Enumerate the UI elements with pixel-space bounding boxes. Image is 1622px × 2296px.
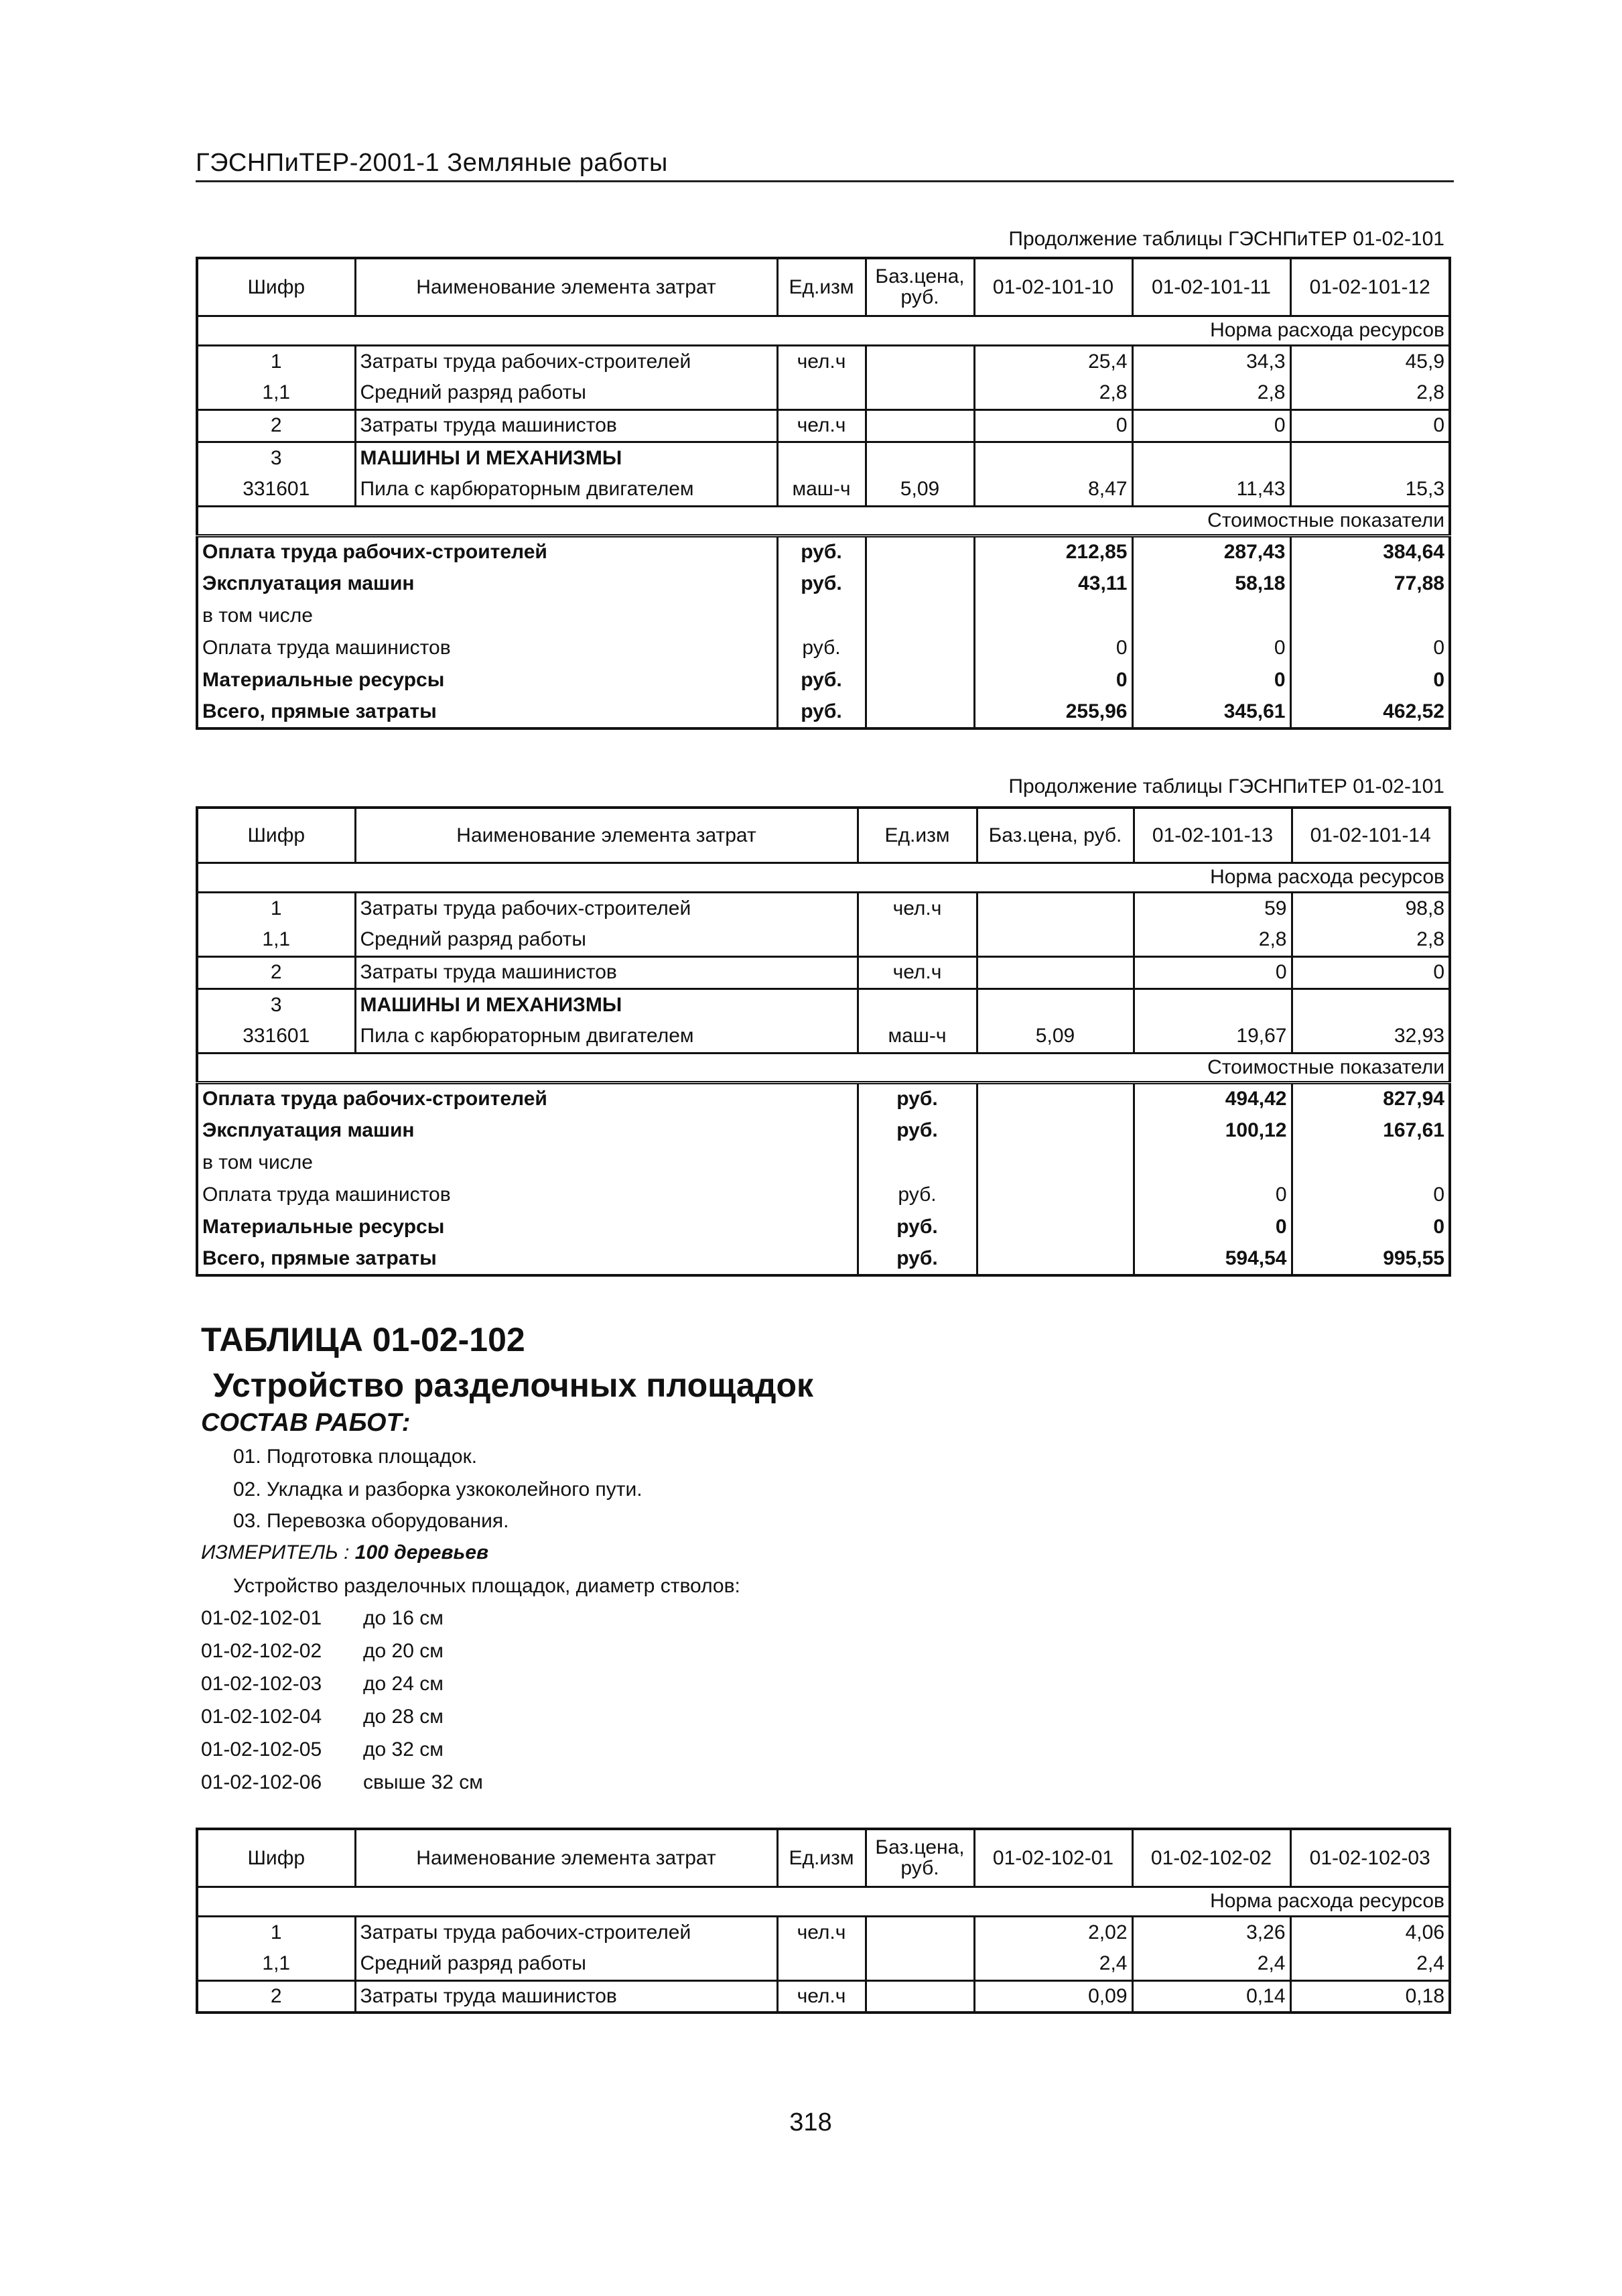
row-value: 2,4 — [1132, 1948, 1290, 1980]
list-item — [201, 1706, 444, 1728]
table-row — [197, 956, 1450, 988]
cost-name: Оплата труда рабочих-строителей — [202, 541, 547, 564]
item-text: до 20 см — [363, 1640, 444, 1662]
item-text: до 24 см — [363, 1673, 444, 1695]
row-unit: чел.ч — [777, 409, 866, 442]
item-code: 01-02-102-05 — [201, 1738, 322, 1761]
list-item — [201, 1738, 444, 1761]
row-code: 1,1 — [262, 381, 291, 404]
row-value: 0,14 — [1132, 1980, 1290, 2013]
cost-row — [197, 696, 1450, 728]
work-composition-label: СОСТАВ РАБОТ: — [201, 1409, 411, 1437]
row-price — [977, 956, 1134, 988]
work-item: 03. Перевозка оборудования. — [233, 1510, 509, 1532]
row-code: 1 — [270, 897, 282, 919]
cost-row — [197, 600, 1450, 632]
meter-line — [201, 1541, 488, 1564]
row-code: 3 — [197, 988, 355, 1021]
row-value: 45,9 — [1290, 345, 1450, 377]
row-value — [1292, 988, 1450, 1021]
row-code: 2 — [197, 956, 355, 988]
row-name: Затраты труда рабочих-строителей — [355, 345, 777, 377]
cost-value — [1292, 1147, 1450, 1179]
cost-value: 0 — [1290, 664, 1450, 696]
col-header-norm-code: 01-02-102-03 — [1290, 1829, 1450, 1887]
item-code: 01-02-102-06 — [201, 1771, 322, 1793]
row-code: 1,1 — [262, 928, 291, 951]
row-name: Затраты труда машинистов — [355, 956, 858, 988]
table-row — [197, 1980, 1450, 2013]
row-price — [866, 1916, 974, 1948]
cost-name: Всего, прямые затраты — [202, 700, 437, 722]
row-code: 1 — [270, 1921, 282, 1943]
cost-value: 212,85 — [974, 535, 1132, 568]
cost-label: Стоимостные показатели — [197, 1053, 1450, 1082]
table-row — [197, 345, 1450, 377]
row-name: Средний разряд работы — [355, 1948, 777, 1980]
cost-row — [197, 568, 1450, 600]
cost-value: 100,12 — [1134, 1114, 1292, 1147]
table1 — [196, 257, 1451, 730]
row-name: Затраты труда рабочих-строителей — [355, 1916, 777, 1948]
cost-name: Эксплуатация машин — [202, 1119, 415, 1141]
meter-label: ИЗМЕРИТЕЛЬ : — [201, 1541, 355, 1564]
meter-value: 100 деревьев — [354, 1541, 489, 1564]
cost-unit: руб. — [858, 1082, 977, 1114]
cost-value: 462,52 — [1290, 696, 1450, 728]
row-price — [866, 1948, 974, 1980]
cost-value: 0 — [974, 664, 1132, 696]
item-code: 01-02-102-02 — [201, 1640, 322, 1662]
row-price — [866, 1980, 974, 2013]
col-header-norm-code: 01-02-102-02 — [1132, 1829, 1290, 1887]
col-header-price: Баз.цена, руб. — [866, 258, 974, 316]
cost-unit: руб. — [858, 1179, 977, 1211]
col-header-unit: Ед.изм — [858, 808, 977, 863]
cost-value: 0 — [1290, 632, 1450, 664]
cost-value: 0 — [1292, 1211, 1450, 1243]
cost-value: 77,88 — [1290, 568, 1450, 600]
norm-label: Норма расхода ресурсов — [197, 1887, 1450, 1916]
section-description: Устройство разделочных площадок, диаметр стволов: — [233, 1575, 740, 1597]
cost-name: Оплата труда рабочих-строителей — [202, 1088, 547, 1110]
row-unit: чел.ч — [858, 956, 977, 988]
row-value: 2,8 — [1132, 377, 1290, 409]
table2-caption: Продолжение таблицы ГЭСНПиТЕР 01-02-101 — [1008, 775, 1444, 798]
row-code: 2 — [197, 409, 355, 442]
item-text: до 16 см — [363, 1607, 444, 1629]
row-value: 19,67 — [1134, 1021, 1292, 1053]
row-unit — [777, 1948, 866, 1980]
row-name: Средний разряд работы — [355, 377, 777, 409]
list-item — [201, 1640, 444, 1663]
row-value: 0 — [1292, 956, 1450, 988]
item-text: до 32 см — [363, 1738, 444, 1761]
row-value: 2,02 — [974, 1916, 1132, 1948]
row-code: 1 — [270, 350, 282, 373]
norm-label: Норма расхода ресурсов — [197, 316, 1450, 345]
cost-row — [197, 1243, 1450, 1275]
table-row — [197, 988, 1450, 1021]
item-code: 01-02-102-01 — [201, 1607, 322, 1629]
cost-name: в том числе — [202, 604, 313, 627]
row-name: Пила с карбюраторным двигателем — [355, 1021, 858, 1053]
row-price — [977, 892, 1134, 924]
cost-value — [1290, 600, 1450, 632]
row-value: 0,18 — [1290, 1980, 1450, 2013]
row-name: Средний разряд работы — [355, 924, 858, 956]
col-header-price: Баз.цена, руб. — [977, 808, 1134, 863]
cost-name: Всего, прямые затраты — [202, 1247, 437, 1269]
table1-header-row — [197, 258, 1450, 316]
cost-unit: руб. — [858, 1114, 977, 1147]
row-price — [866, 409, 974, 442]
item-code: 01-02-102-04 — [201, 1706, 322, 1728]
row-value: 0 — [974, 409, 1132, 442]
table-row — [197, 442, 1450, 474]
row-code: 2 — [197, 1980, 355, 2013]
cost-row — [197, 535, 1450, 568]
table-row — [197, 409, 1450, 442]
row-value: 0 — [1290, 409, 1450, 442]
row-value: 32,93 — [1292, 1021, 1450, 1053]
col-header-name: Наименование элемента затрат — [355, 258, 777, 316]
cost-value: 287,43 — [1132, 535, 1290, 568]
row-code: 3 — [197, 442, 355, 474]
section-subtitle: Устройство разделочных площадок — [213, 1366, 814, 1404]
col-header-norm-code: 01-02-101-12 — [1290, 258, 1450, 316]
cost-name: Оплата труда машинистов — [202, 1184, 451, 1206]
table-row — [197, 1916, 1450, 1948]
cost-unit — [858, 1147, 977, 1179]
row-code: 331601 — [243, 478, 310, 501]
row-price — [866, 377, 974, 409]
table3-header-row — [197, 1829, 1450, 1887]
cost-row — [197, 1147, 1450, 1179]
cost-row — [197, 1114, 1450, 1147]
cost-value: 0 — [1132, 664, 1290, 696]
cost-unit: руб. — [777, 664, 866, 696]
cost-value — [1132, 600, 1290, 632]
cost-row — [197, 664, 1450, 696]
cost-value: 0 — [1134, 1179, 1292, 1211]
row-price — [866, 345, 974, 377]
row-value: 2,8 — [1134, 924, 1292, 956]
cost-unit: руб. — [777, 632, 866, 664]
cost-value: 58,18 — [1132, 568, 1290, 600]
section-table-title: ТАБЛИЦА 01-02-102 — [201, 1321, 525, 1358]
cost-value: 345,61 — [1132, 696, 1290, 728]
row-unit: чел.ч — [858, 892, 977, 924]
cost-value — [1134, 1147, 1292, 1179]
cost-name: в том числе — [202, 1151, 313, 1173]
cost-value: 494,42 — [1134, 1082, 1292, 1114]
row-price — [977, 924, 1134, 956]
item-text: до 28 см — [363, 1706, 444, 1728]
col-header-code: Шифр — [197, 1829, 355, 1887]
row-value: 15,3 — [1290, 474, 1450, 506]
list-item — [201, 1771, 483, 1794]
row-unit — [858, 924, 977, 956]
row-name: Затраты труда рабочих-строителей — [355, 892, 858, 924]
table2-header-row — [197, 808, 1450, 863]
row-value: 98,8 — [1292, 892, 1450, 924]
col-header-name: Наименование элемента затрат — [355, 1829, 777, 1887]
row-value: 0 — [1134, 956, 1292, 988]
item-text: свыше 32 см — [363, 1771, 483, 1793]
col-header-unit: Ед.изм — [777, 1829, 866, 1887]
row-value — [1134, 988, 1292, 1021]
row-value: 0 — [1132, 409, 1290, 442]
col-header-norm-code: 01-02-101-14 — [1292, 808, 1450, 863]
row-value: 11,43 — [1132, 474, 1290, 506]
row-value — [1132, 442, 1290, 474]
row-unit: чел.ч — [777, 345, 866, 377]
cost-row — [197, 632, 1450, 664]
row-value: 34,3 — [1132, 345, 1290, 377]
col-header-name: Наименование элемента затрат — [355, 808, 858, 863]
table-row — [197, 892, 1450, 924]
row-code: 331601 — [243, 1025, 310, 1047]
cost-name: Материальные ресурсы — [202, 1216, 445, 1238]
cost-value: 827,94 — [1292, 1082, 1450, 1114]
row-value: 59 — [1134, 892, 1292, 924]
cost-value — [974, 600, 1132, 632]
list-item — [201, 1673, 444, 1696]
running-header: ГЭСНПиТЕР-2001-1 Земляные работы — [196, 149, 1454, 182]
cost-value: 594,54 — [1134, 1243, 1292, 1275]
cost-name: Эксплуатация машин — [202, 572, 415, 594]
table-row — [197, 377, 1450, 409]
col-header-code: Шифр — [197, 258, 355, 316]
row-name: МАШИНЫ И МЕХАНИЗМЫ — [355, 988, 858, 1021]
row-unit: чел.ч — [777, 1916, 866, 1948]
row-value — [974, 442, 1132, 474]
row-value: 2,8 — [974, 377, 1132, 409]
row-value: 3,26 — [1132, 1916, 1290, 1948]
row-unit: маш-ч — [858, 1021, 977, 1053]
col-header-norm-code: 01-02-102-01 — [974, 1829, 1132, 1887]
col-header-unit: Ед.изм — [777, 258, 866, 316]
row-unit — [858, 988, 977, 1021]
cost-name: Материальные ресурсы — [202, 669, 445, 691]
row-value: 25,4 — [974, 345, 1132, 377]
row-value: 2,8 — [1292, 924, 1450, 956]
row-unit: маш-ч — [777, 474, 866, 506]
page-number: 318 — [789, 2108, 832, 2136]
row-name: Затраты труда машинистов — [355, 409, 777, 442]
table2 — [196, 806, 1451, 1277]
row-code: 1,1 — [262, 1952, 291, 1975]
col-header-norm-code: 01-02-101-10 — [974, 258, 1132, 316]
cost-value: 0 — [1292, 1179, 1450, 1211]
row-unit: чел.ч — [777, 1980, 866, 2013]
row-name: МАШИНЫ И МЕХАНИЗМЫ — [355, 442, 777, 474]
row-name: Затраты труда машинистов — [355, 1980, 777, 2013]
cost-value: 167,61 — [1292, 1114, 1450, 1147]
cost-value: 995,55 — [1292, 1243, 1450, 1275]
row-value: 0,09 — [974, 1980, 1132, 2013]
cost-value: 0 — [1132, 632, 1290, 664]
cost-value: 43,11 — [974, 568, 1132, 600]
cost-row — [197, 1211, 1450, 1243]
col-header-norm-code: 01-02-101-13 — [1134, 808, 1292, 863]
cost-unit: руб. — [858, 1211, 977, 1243]
cost-row — [197, 1082, 1450, 1114]
row-value — [1290, 442, 1450, 474]
cost-row — [197, 1179, 1450, 1211]
table1-caption: Продолжение таблицы ГЭСНПиТЕР 01-02-101 — [1008, 228, 1444, 250]
row-value: 2,4 — [1290, 1948, 1450, 1980]
col-header-price: Баз.цена, руб. — [866, 1829, 974, 1887]
cost-value: 0 — [1134, 1211, 1292, 1243]
table-row — [197, 474, 1450, 506]
table-row — [197, 924, 1450, 956]
row-unit — [777, 377, 866, 409]
norm-label: Норма расхода ресурсов — [197, 863, 1450, 892]
row-unit — [777, 442, 866, 474]
cost-name: Оплата труда машинистов — [202, 637, 451, 659]
cost-value: 0 — [974, 632, 1132, 664]
col-header-code: Шифр — [197, 808, 355, 863]
row-value: 8,47 — [974, 474, 1132, 506]
table-row — [197, 1948, 1450, 1980]
cost-value: 255,96 — [974, 696, 1132, 728]
cost-label: Стоимостные показатели — [197, 506, 1450, 535]
row-value: 4,06 — [1290, 1916, 1450, 1948]
table3 — [196, 1828, 1451, 2014]
row-price — [977, 988, 1134, 1021]
row-price — [866, 442, 974, 474]
list-item — [201, 1607, 444, 1630]
cost-unit — [777, 600, 866, 632]
work-item: 02. Укладка и разборка узкоколейного пути. — [233, 1478, 643, 1501]
row-value: 2,8 — [1290, 377, 1450, 409]
row-name: Пила с карбюраторным двигателем — [355, 474, 777, 506]
cost-unit: руб. — [777, 568, 866, 600]
item-code: 01-02-102-03 — [201, 1673, 322, 1695]
work-item: 01. Подготовка площадок. — [233, 1446, 478, 1468]
table-row — [197, 1021, 1450, 1053]
cost-value: 384,64 — [1290, 535, 1450, 568]
cost-unit: руб. — [858, 1243, 977, 1275]
cost-unit: руб. — [777, 696, 866, 728]
row-value: 2,4 — [974, 1948, 1132, 1980]
cost-unit: руб. — [777, 535, 866, 568]
row-price: 5,09 — [977, 1021, 1134, 1053]
row-price: 5,09 — [866, 474, 974, 506]
col-header-norm-code: 01-02-101-11 — [1132, 258, 1290, 316]
